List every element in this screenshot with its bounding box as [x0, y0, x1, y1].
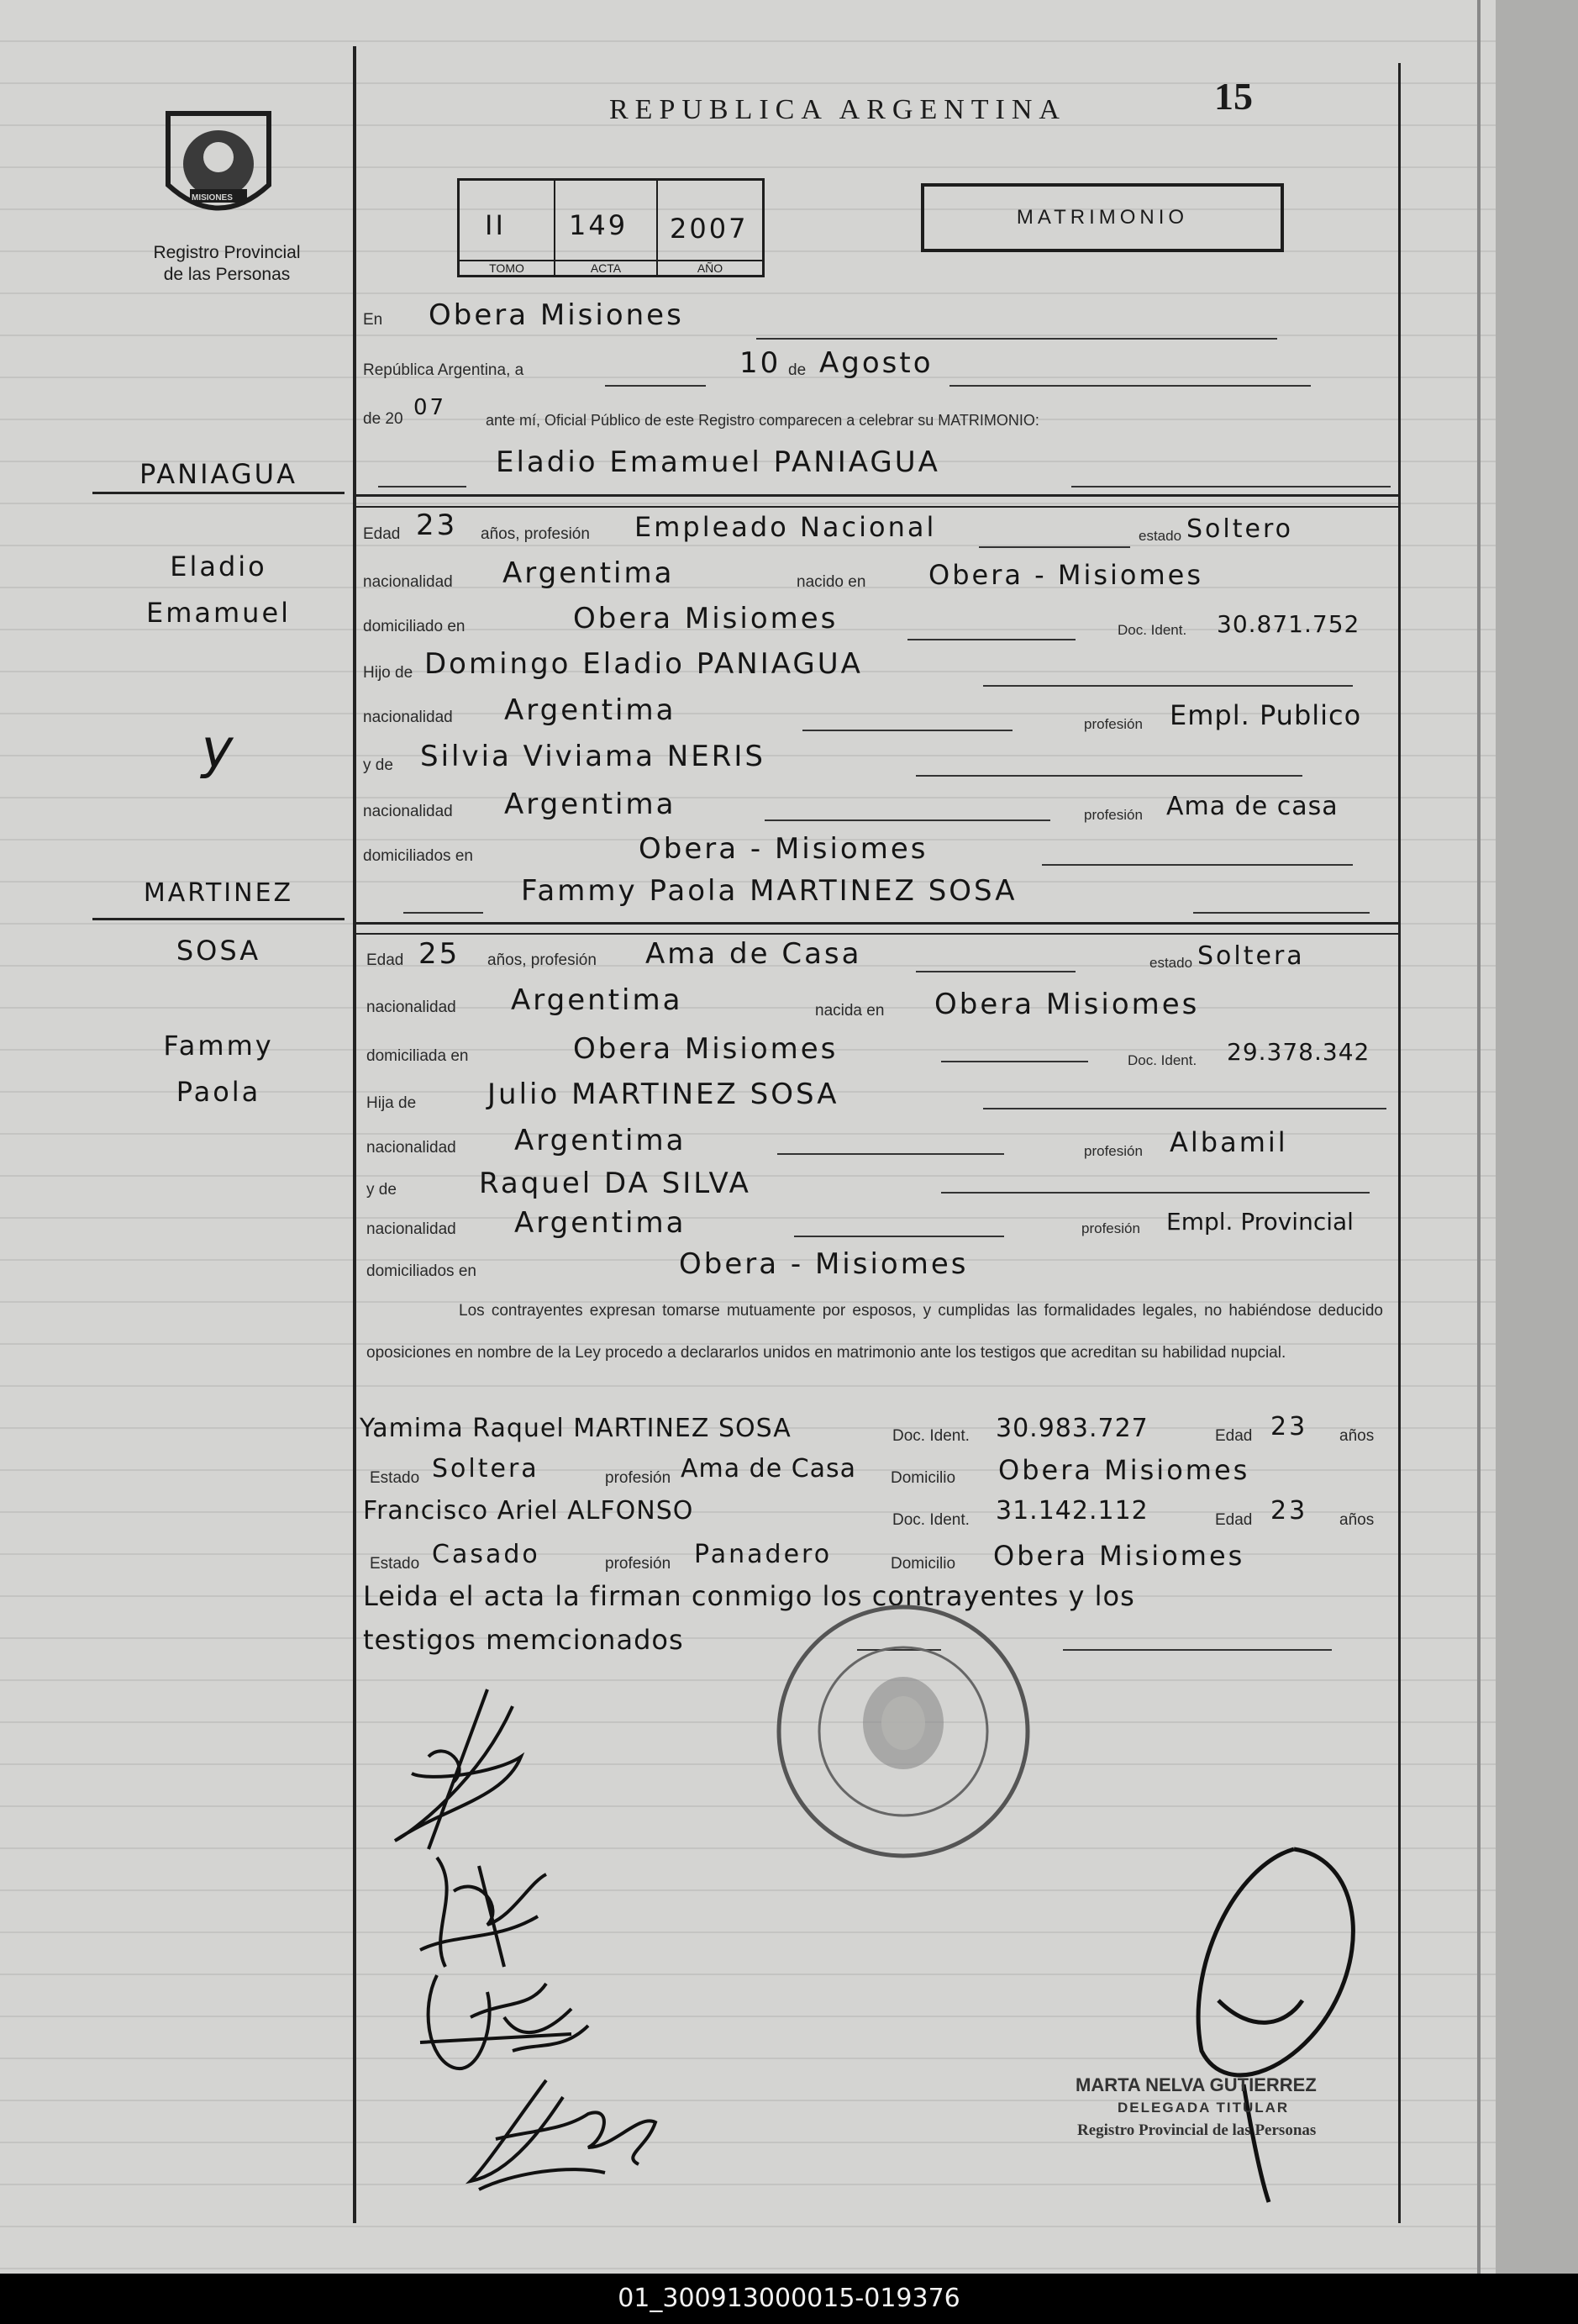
de-label: de	[788, 361, 807, 379]
groom-nationality: Argentima	[502, 556, 675, 590]
witness2-status-label: Estado	[370, 1555, 420, 1573]
bride-father-profession: Albamil	[1170, 1126, 1288, 1158]
margin-bride-surname: MARTINEZ	[143, 878, 294, 908]
bride-profession-label: años, profesión	[487, 951, 597, 969]
witness2-anos-label: años	[1339, 1511, 1375, 1529]
witness2-doc-label: Doc. Ident.	[892, 1511, 970, 1529]
official-round-seal	[769, 1597, 1038, 1866]
bride-address: Obera Misiomes	[573, 1032, 839, 1066]
witness1-address: Obera Misiomes	[998, 1454, 1250, 1486]
bride-birthplace-label: nacida en	[815, 1002, 885, 1020]
provincial-coat-of-arms-logo	[160, 105, 277, 231]
marriage-place: Obera Misiones	[429, 298, 684, 332]
groom-birthplace: Obera - Misiomes	[928, 559, 1204, 591]
groom-age: 23	[416, 509, 458, 542]
acta-label: ACTA	[555, 260, 656, 275]
groom-full-name: Eladio Emamuel PANIAGUA	[496, 445, 940, 479]
tomo-value: II	[485, 209, 506, 241]
bride-nationality: Argentima	[511, 983, 683, 1017]
bride-age-label: Edad	[366, 951, 404, 969]
witness1-addr-label: Domicilio	[891, 1469, 956, 1487]
margin-groom-surname: PANIAGUA	[139, 458, 297, 490]
groom-profession-label: años, profesión	[481, 525, 590, 543]
country-title: REPUBLICA ARGENTINA	[609, 94, 1066, 125]
groom-status: Soltero	[1186, 514, 1293, 544]
doc-type-box	[921, 183, 1284, 252]
bride-father-label: Hija de	[366, 1094, 417, 1112]
groom-father-prof-label: profesión	[1084, 716, 1143, 732]
groom-status-label: estado	[1139, 528, 1182, 544]
groom-father-label: Hijo de	[363, 664, 413, 682]
marriage-month: Agosto	[819, 346, 934, 380]
groom-address: Obera Misiomes	[573, 602, 839, 635]
declaration-text: Los contrayentes expresan tomarse mutuamente por esposos, y cumplidas las formalidades legales, no habiéndose deducido oposiciones en nombre de la Ley procedo a declararlos unidos en matrimonio ante los testigos que acreditan su habilidad nupcial.	[366, 1302, 1383, 1362]
witness1-age: 23	[1270, 1412, 1308, 1441]
bride-mother-nat-label: nacionalidad	[366, 1220, 456, 1238]
bride-father-nationality: Argentima	[514, 1124, 686, 1157]
witness2-address: Obera Misiomes	[993, 1540, 1245, 1572]
margin-groom-given1: Eladio	[170, 551, 267, 582]
ano-cell	[658, 181, 762, 275]
bride-address-label: domiciliada en	[366, 1047, 469, 1065]
tomo-cell	[460, 181, 555, 275]
groom-father-nationality: Argentima	[504, 693, 676, 727]
bride-mother-label: y de	[366, 1181, 397, 1199]
witness2-prof-label: profesión	[605, 1555, 671, 1573]
scan-background	[1496, 0, 1578, 2274]
signature-official	[1134, 1832, 1386, 2211]
bride-mother-nationality: Argentima	[514, 1206, 686, 1240]
acta-value: 149	[569, 209, 629, 241]
right-rule	[1398, 63, 1401, 2223]
bride-father: Julio MARTINEZ SOSA	[487, 1078, 839, 1111]
year-suffix: 07	[413, 395, 447, 420]
signature-witness2	[445, 2072, 681, 2198]
bride-doc-id: 29.378.342	[1227, 1038, 1370, 1066]
acta-cell	[555, 181, 658, 275]
witness2-age-label: Edad	[1215, 1511, 1253, 1529]
witness2-name: Francisco Ariel ALFONSO	[363, 1496, 694, 1526]
margin-bride-given1: Fammy	[163, 1030, 274, 1062]
ano-value: 2007	[670, 213, 749, 245]
image-caption: 01_300913000015-019376	[0, 2274, 1578, 2324]
groom-doc-id: 30.871.752	[1217, 610, 1360, 638]
groom-age-label: Edad	[363, 525, 401, 543]
groom-father-nat-label: nacionalidad	[363, 709, 453, 726]
groom-father-profession: Empl. Publico	[1170, 699, 1362, 731]
groom-mother-prof-label: profesión	[1084, 807, 1143, 823]
groom-father: Domingo Eladio PANIAGUA	[424, 647, 863, 681]
groom-parents-addr-label: domiciliados en	[363, 847, 473, 865]
margin-groom-given2: Emamuel	[145, 597, 292, 629]
doc-type: MATRIMONIO	[1016, 206, 1189, 229]
tomo-label: TOMO	[460, 260, 554, 275]
groom-mother: Silvia Viviama NERIS	[420, 740, 765, 773]
witness1-age-label: Edad	[1215, 1427, 1253, 1445]
ano-label: AÑO	[658, 260, 762, 275]
witness2-doc-id: 31.142.112	[996, 1496, 1149, 1526]
appearance-text: ante mí, Oficial Público de este Registro comparecen a celebrar su MATRIMONIO:	[486, 412, 1039, 429]
groom-parents-address: Obera - Misiomes	[639, 832, 928, 866]
margin-rule	[353, 46, 356, 2223]
witness1-prof-label: profesión	[605, 1469, 671, 1487]
bride-mother-profession: Empl. Provincial	[1166, 1208, 1354, 1236]
signature-groom	[378, 1681, 546, 1866]
closing-line-1: Leida el acta la firman conmigo los contrayentes y los	[363, 1580, 1135, 1612]
witness1-anos-label: años	[1339, 1427, 1375, 1445]
bride-parents-addr-label: domiciliados en	[366, 1262, 476, 1280]
witness2-status: Casado	[432, 1540, 540, 1569]
margin-and-mark: y	[201, 719, 236, 781]
margin-bride-surname2: SOSA	[176, 935, 261, 967]
marriage-day: 10	[739, 346, 781, 380]
bride-status: Soltera	[1197, 941, 1305, 971]
bride-father-prof-label: profesión	[1084, 1143, 1143, 1159]
witness1-status: Soltera	[432, 1454, 539, 1483]
official-stamp-office: Registro Provincial de las Personas	[1077, 2121, 1317, 2139]
bride-nationality-label: nacionalidad	[366, 999, 456, 1016]
groom-nationality-label: nacionalidad	[363, 573, 453, 591]
witness1-name: Yamima Raquel MARTINEZ SOSA	[360, 1414, 792, 1443]
groom-mother-profession: Ama de casa	[1166, 792, 1339, 821]
record-number-box	[457, 178, 765, 277]
bride-doc-label: Doc. Ident.	[1128, 1052, 1197, 1068]
groom-mother-nationality: Argentima	[504, 788, 676, 821]
page-edge	[1477, 0, 1481, 2274]
republic-label: República Argentina, a	[363, 361, 524, 379]
groom-mother-nat-label: nacionalidad	[363, 803, 453, 820]
closing-line-2: testigos memcionados	[363, 1624, 684, 1656]
groom-birthplace-label: nacido en	[797, 573, 866, 591]
witness1-doc-id: 30.983.727	[996, 1414, 1149, 1443]
en-label: En	[363, 311, 383, 329]
witness1-profession: Ama de Casa	[681, 1454, 857, 1483]
signature-witness1	[403, 1958, 605, 2084]
official-stamp-role: DELEGADA TITULAR	[1118, 2100, 1290, 2116]
bride-status-label: estado	[1149, 955, 1193, 971]
page-number: 15	[1214, 75, 1253, 118]
bride-father-nat-label: nacionalidad	[366, 1139, 456, 1157]
witness1-doc-label: Doc. Ident.	[892, 1427, 970, 1445]
bride-mother: Raquel DA SILVA	[479, 1167, 751, 1200]
bride-birthplace: Obera Misiomes	[934, 988, 1200, 1021]
groom-profession: Empleado Nacional	[634, 511, 937, 543]
bride-full-name: Fammy Paola MARTINEZ SOSA	[521, 874, 1018, 908]
groom-address-label: domiciliado en	[363, 618, 466, 635]
official-stamp-name: MARTA NELVA GUTIERREZ	[1076, 2074, 1317, 2095]
witness2-addr-label: Domicilio	[891, 1555, 956, 1573]
bride-parents-address: Obera - Misiomes	[679, 1247, 969, 1281]
logo-text: MISIONES	[192, 193, 233, 203]
witness2-age: 23	[1270, 1496, 1308, 1526]
bride-mother-prof-label: profesión	[1081, 1220, 1140, 1236]
bride-profession: Ama de Casa	[645, 937, 862, 971]
groom-mother-label: y de	[363, 756, 393, 774]
registry-name: Registro Provincial de las Personas	[153, 243, 301, 284]
witness1-status-label: Estado	[370, 1469, 420, 1487]
witness2-profession: Panadero	[694, 1540, 833, 1569]
margin-bride-given2: Paola	[176, 1076, 261, 1108]
year-prefix: de 20	[363, 410, 403, 428]
groom-doc-label: Doc. Ident.	[1118, 622, 1187, 638]
bride-age: 25	[418, 937, 460, 971]
